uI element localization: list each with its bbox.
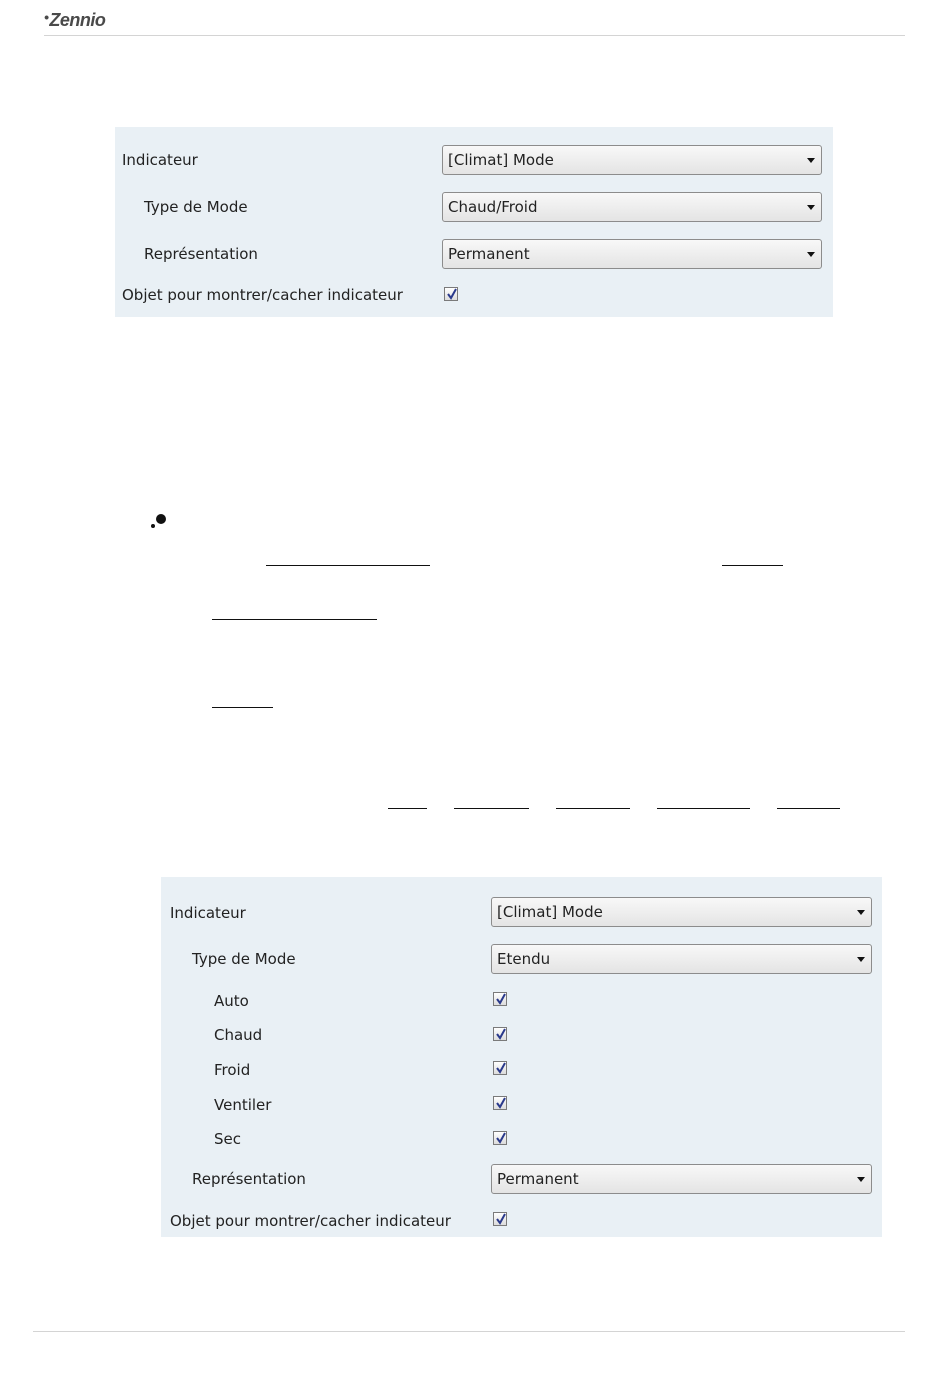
mode-sec-checkbox[interactable] [493,1131,507,1145]
logo-text: Zennio [49,10,106,30]
type-de-mode-select-value: Chaud/Froid [448,198,538,216]
mode-froid-checkbox[interactable] [493,1061,507,1075]
type-de-mode-select[interactable] [442,192,822,222]
objet-montrer-cacher-label: Objet pour montrer/cacher indicateur [122,286,403,304]
objet-montrer-cacher-label: Objet pour montrer/cacher indicateur [170,1212,451,1230]
indicateur-select-value: [Climat] Mode [448,151,554,169]
underline-4 [212,707,273,708]
parameters-panel-1 [115,127,833,317]
underline-8 [657,808,750,809]
indicateur-label: Indicateur [122,151,198,169]
checkmark-icon [495,1028,507,1040]
representation-select[interactable] [442,239,822,269]
mode-auto-checkbox[interactable] [493,992,507,1006]
checkmark-icon [495,1097,507,1109]
representation-select-value: Permanent [497,1170,579,1188]
indicateur-select-value: [Climat] Mode [497,903,603,921]
type-de-mode-select-value: Etendu [497,950,551,968]
type-de-mode-label: Type de Mode [144,198,248,216]
representation-label: Représentation [192,1170,306,1188]
bullet-icon [150,512,168,530]
underline-9 [777,808,840,809]
underline-7 [556,808,630,809]
chevron-down-icon [807,252,815,257]
objet-montrer-cacher-checkbox[interactable] [444,287,458,301]
chevron-down-icon [857,910,865,915]
checkmark-icon [495,1213,507,1225]
header-divider [44,35,905,36]
checkmark-icon [446,288,458,300]
type-de-mode-select[interactable] [491,944,872,974]
underline-6 [454,808,529,809]
mode-chaud-label: Chaud [214,1026,263,1044]
mode-auto-label: Auto [214,992,249,1010]
indicateur-label: Indicateur [170,904,246,922]
underline-3 [212,619,377,620]
mode-ventiler-checkbox[interactable] [493,1096,507,1110]
chevron-down-icon [807,205,815,210]
representation-label: Représentation [144,245,258,263]
indicateur-select[interactable] [491,897,872,927]
parameters-panel-2 [161,877,882,1237]
underline-1 [266,565,430,566]
representation-select-value: Permanent [448,245,530,263]
logo-dot: • [44,9,49,25]
underline-2 [722,565,783,566]
indicateur-select[interactable] [442,145,822,175]
representation-select[interactable] [491,1164,872,1194]
mode-chaud-checkbox[interactable] [493,1027,507,1041]
checkmark-icon [495,993,507,1005]
chevron-down-icon [807,158,815,163]
mode-froid-label: Froid [214,1061,251,1079]
mode-ventiler-label: Ventiler [214,1096,272,1114]
chevron-down-icon [857,957,865,962]
checkmark-icon [495,1062,507,1074]
objet-montrer-cacher-checkbox[interactable] [493,1212,507,1226]
zennio-logo [44,9,105,31]
checkmark-icon [495,1132,507,1144]
underline-5 [388,808,427,809]
footer-divider [33,1331,905,1332]
chevron-down-icon [857,1177,865,1182]
mode-sec-label: Sec [214,1130,241,1148]
type-de-mode-label: Type de Mode [192,950,296,968]
